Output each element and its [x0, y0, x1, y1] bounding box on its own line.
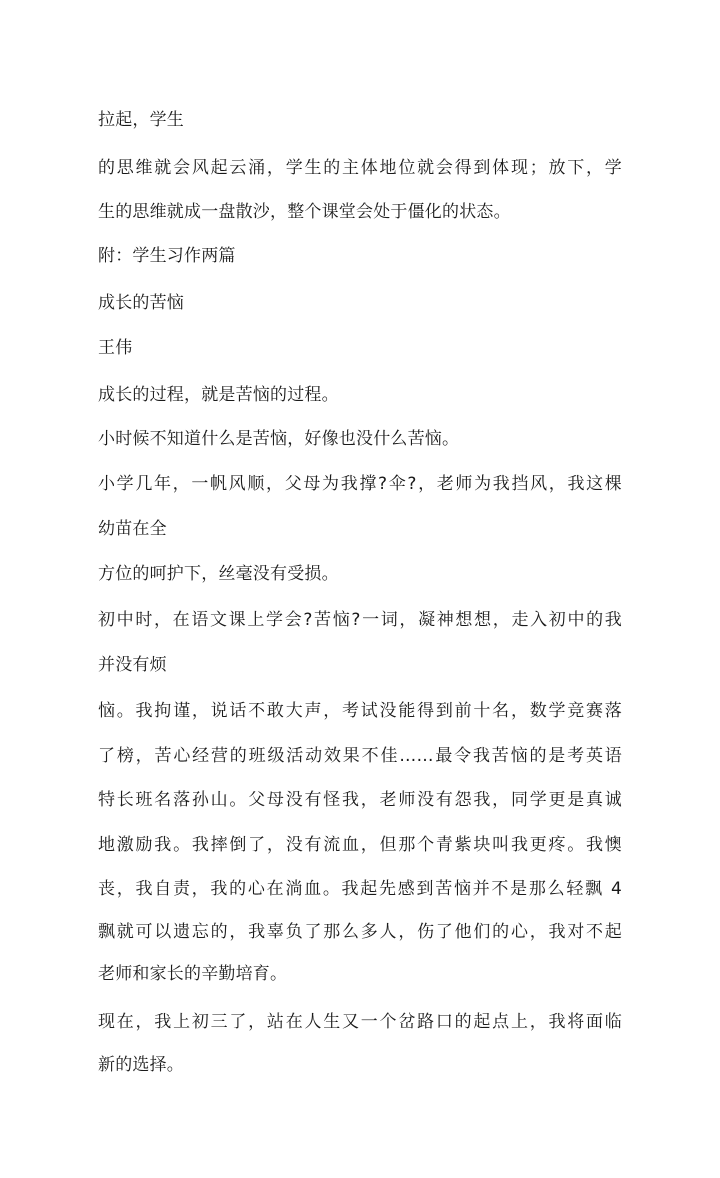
- text-line-20: 老师和家长的辛勤培育。: [98, 964, 288, 984]
- text-line-7: 成长的过程，就是苦恼的过程。: [98, 385, 339, 405]
- text-line-14: 恼。我拘谨，说话不敢大声，考试没能得到前十名，数学竞赛落: [98, 701, 622, 721]
- text-line-19: 飘就可以遗忘的，我辜负了那么多人，伤了他们的心，我对不起: [98, 922, 622, 942]
- essay-title: 成长的苦恼: [98, 293, 184, 313]
- text-line-18: 丧，我自责，我的心在淌血。我起先感到苦恼并不是那么轻飘 4: [98, 879, 622, 899]
- text-line-10: 幼苗在全: [98, 519, 167, 539]
- text-line-4: 附：学生习作两篇: [98, 246, 236, 266]
- text-line-2: 的思维就会风起云涌，学生的主体地位就会得到体现；放下，学: [98, 158, 622, 178]
- text-line-17: 地激励我。我摔倒了，没有流血，但那个青紫块叫我更疼。我懊: [98, 835, 622, 855]
- text-line-13: 并没有烦: [98, 655, 167, 675]
- text-line-15: 了榜，苦心经营的班级活动效果不佳……最令我苦恼的是考英语: [98, 746, 622, 766]
- essay-author: 王伟: [98, 338, 133, 358]
- text-line-9: 小学几年，一帆风顺，父母为我撑?伞?，老师为我挡风，我这棵: [98, 474, 622, 494]
- text-line-21: 现在，我上初三了，站在人生又一个岔路口的起点上，我将面临: [98, 1012, 622, 1032]
- text-line-11: 方位的呵护下，丝毫没有受损。: [98, 564, 339, 584]
- text-line-3: 生的思维就成一盘散沙，整个课堂会处于僵化的状态。: [98, 202, 511, 222]
- text-line-8: 小时候不知道什么是苦恼，好像也没什么苦恼。: [98, 429, 460, 449]
- text-line-22: 新的选择。: [98, 1055, 184, 1075]
- text-line-16: 特长班名落孙山。父母没有怪我，老师没有怨我，同学更是真诚: [98, 790, 622, 810]
- text-line-12: 初中时，在语文课上学会?苦恼?一词，凝神想想，走入初中的我: [98, 610, 622, 630]
- text-line-1: 拉起，学生: [98, 110, 184, 130]
